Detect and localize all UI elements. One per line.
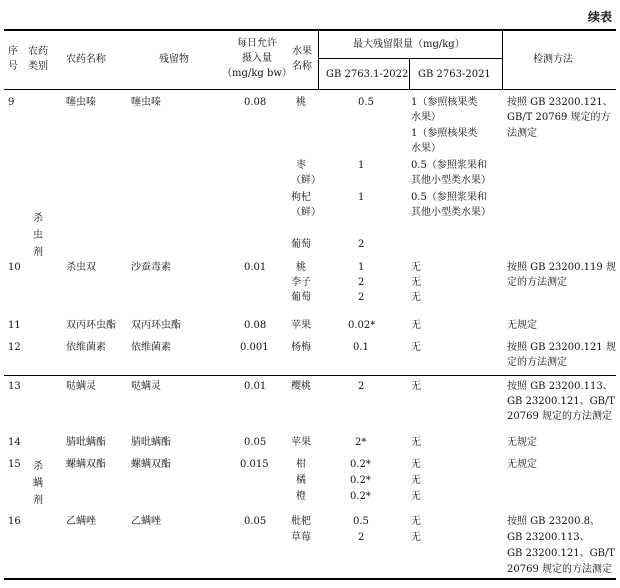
row-adi: 0.08: [244, 320, 267, 331]
row-adi: 0.05: [244, 516, 267, 527]
row-method: 20769 规定的方法测定: [507, 411, 612, 422]
row-fruit: 苹果: [291, 437, 311, 448]
header-fruit: 水果 名称: [292, 46, 312, 72]
row-mrl-2021: 无: [411, 320, 421, 331]
row-adi: 0.05: [244, 437, 267, 448]
row-fruit: 桃: [296, 97, 306, 108]
row-method: 按照 GB 23200.113、: [507, 381, 613, 392]
row-fruit: 桃: [296, 262, 306, 273]
row-fruit: 柑: [296, 459, 306, 470]
row-mrl-2022: 0.02*: [348, 320, 376, 331]
row-mrl-2022: 0.2*: [350, 491, 371, 502]
row-method: 定的方法测定: [507, 277, 567, 288]
row-mrl-2022: 0.5: [353, 516, 369, 527]
row-residue: 哒螨灵: [131, 381, 161, 392]
header-gb2022: GB 2763.1-2022: [326, 69, 409, 80]
row-method: 法测定: [507, 128, 537, 139]
row-fruit: 葡萄: [291, 292, 311, 303]
row-no: 13: [8, 381, 21, 392]
row-adi: 0.01: [244, 262, 267, 273]
row-mrl-2021: 水果）: [411, 112, 441, 123]
row-method: GB/T 20769 规定的方: [507, 112, 611, 123]
mrl-sub-rule: [318, 58, 502, 59]
header-no: 序 号: [8, 46, 18, 72]
row-no: 16: [8, 516, 21, 527]
row-mrl-2021: 0.5（参照浆果和: [411, 160, 487, 171]
row-fruit: （鲜）: [291, 175, 321, 186]
row-method: 无规定: [507, 437, 537, 448]
row-name: 双丙环虫酯: [66, 320, 116, 331]
row-mrl-2021: 水果）: [411, 143, 441, 154]
row-name: 杀虫双: [66, 262, 96, 273]
row-mrl-2021: 无: [411, 516, 421, 527]
row-method: 无规定: [507, 459, 537, 470]
row-no: 15: [8, 459, 21, 470]
row-name: 依维菌素: [66, 342, 106, 353]
header-method: 检测方法: [533, 54, 573, 65]
row-name: 腈吡螨酯: [66, 437, 106, 448]
row-mrl-2021: 无: [411, 292, 421, 303]
row-residue: 腈吡螨酯: [131, 437, 171, 448]
row-mrl-2021: 其他小型类水果）: [411, 207, 491, 218]
row-name: 哒螨灵: [66, 381, 96, 392]
row-no: 9: [8, 97, 15, 108]
row-residue: 沙蚕毒素: [131, 262, 171, 273]
row-mrl-2021: 无: [411, 491, 421, 502]
row-method: GB 23200.121、GB/T: [507, 396, 615, 407]
table-top-rule: [4, 29, 616, 31]
row-adi: 0.001: [240, 342, 269, 353]
row-fruit: 枣: [296, 160, 306, 171]
row-mrl-2021: 无: [411, 277, 421, 288]
row-method: 定的方法测定: [507, 357, 567, 368]
row-no: 11: [8, 320, 21, 331]
continued-label: 续表: [587, 10, 612, 24]
row-adi: 0.015: [240, 459, 269, 470]
row-mrl-2021: 无: [411, 342, 421, 353]
row-method: 20769 规定的方法测定: [507, 564, 612, 575]
header-bottom-rule: [4, 89, 616, 90]
row-no: 12: [8, 342, 21, 353]
row-name: 噻虫嗪: [66, 97, 96, 108]
row-name: 螺螨双酯: [66, 459, 106, 470]
row-fruit: 杨梅: [291, 342, 311, 353]
header-residue: 残留物: [159, 54, 189, 65]
row-method: GB 23200.113、: [507, 532, 590, 543]
row-residue: 噻虫嗪: [131, 97, 161, 108]
section-divider-rule: [4, 375, 616, 376]
row-fruit: 樱桃: [291, 381, 311, 392]
row-no: 10: [8, 262, 21, 273]
row-mrl-2021: 无: [411, 381, 421, 392]
row-method: 按照 GB 23200.119 规: [507, 262, 616, 273]
row-mrl-2022: 0.1: [353, 342, 369, 353]
row-mrl-2021: 无: [411, 475, 421, 486]
row-mrl-2022: 0.2*: [350, 459, 371, 470]
row-residue: 乙螨唑: [131, 516, 161, 527]
row-mrl-2022: 1: [358, 192, 365, 203]
row-residue: 螺螨双酯: [131, 459, 171, 470]
row-mrl-2022: 2*: [355, 437, 367, 448]
row-residue: 依维菌素: [131, 342, 171, 353]
row-mrl-2022: 0.2*: [350, 475, 371, 486]
row-mrl-2022: 1: [358, 160, 365, 171]
header-gb2021: GB 2763-2021: [418, 69, 491, 80]
header-category: 农药 类别: [28, 46, 48, 72]
row-mrl-2022: 2: [358, 532, 365, 543]
row-mrl-2022: 2: [358, 292, 365, 303]
row-mrl-2022: 2: [358, 239, 365, 250]
row-mrl-2021: 无: [411, 532, 421, 543]
row-method: 按照 GB 23200.121 规: [507, 342, 616, 353]
row-fruit: （鲜）: [291, 207, 321, 218]
header-divider-left: [318, 30, 319, 89]
row-mrl-2021: 无: [411, 437, 421, 448]
row-mrl-2021: 1（参照核果类: [411, 128, 478, 139]
row-fruit: 草莓: [291, 532, 311, 543]
table-bottom-rule: [4, 578, 616, 580]
row-name: 乙螨唑: [66, 516, 96, 527]
row-fruit: 枸杞: [291, 192, 311, 203]
row-adi: 0.01: [244, 381, 267, 392]
category-insecticide: 杀 虫 剂: [33, 213, 43, 258]
row-mrl-2021: 0.5（参照浆果和: [411, 192, 487, 203]
header-pesticide-name: 农药名称: [66, 54, 106, 65]
row-fruit: 苹果: [291, 320, 311, 331]
row-mrl-2022: 0.5: [358, 97, 374, 108]
row-fruit: 枇杷: [291, 516, 311, 527]
row-no: 14: [8, 437, 21, 448]
row-fruit: 李子: [291, 277, 311, 288]
row-mrl-2021: 无: [411, 262, 421, 273]
header-divider-mid: [409, 59, 410, 89]
row-mrl-2022: 2: [358, 277, 365, 288]
row-fruit: 橘: [296, 475, 306, 486]
row-method: 按照 GB 23200.8、: [507, 516, 601, 527]
row-fruit: 橙: [296, 491, 306, 502]
header-divider-right: [502, 30, 503, 89]
row-residue: 双丙环虫酯: [131, 320, 181, 331]
row-method: GB 23200.121、GB/T: [507, 548, 615, 559]
header-mrl: 最大残留限量（mg/kg）: [353, 39, 465, 50]
row-mrl-2021: 1（参照核果类: [411, 97, 478, 108]
row-fruit: 葡萄: [291, 239, 311, 250]
header-adi: 每日允许 摄入量 （mg/kg bw）: [222, 38, 292, 79]
row-method: 无规定: [507, 320, 537, 331]
row-mrl-2022: 1: [358, 262, 365, 273]
row-mrl-2021: 无: [411, 459, 421, 470]
row-method: 按照 GB 23200.121、: [507, 97, 613, 108]
row-mrl-2021: 其他小型类水果）: [411, 175, 491, 186]
row-adi: 0.08: [244, 97, 267, 108]
row-mrl-2022: 2: [358, 381, 365, 392]
category-acaricide: 杀 螨 剂: [33, 461, 43, 506]
